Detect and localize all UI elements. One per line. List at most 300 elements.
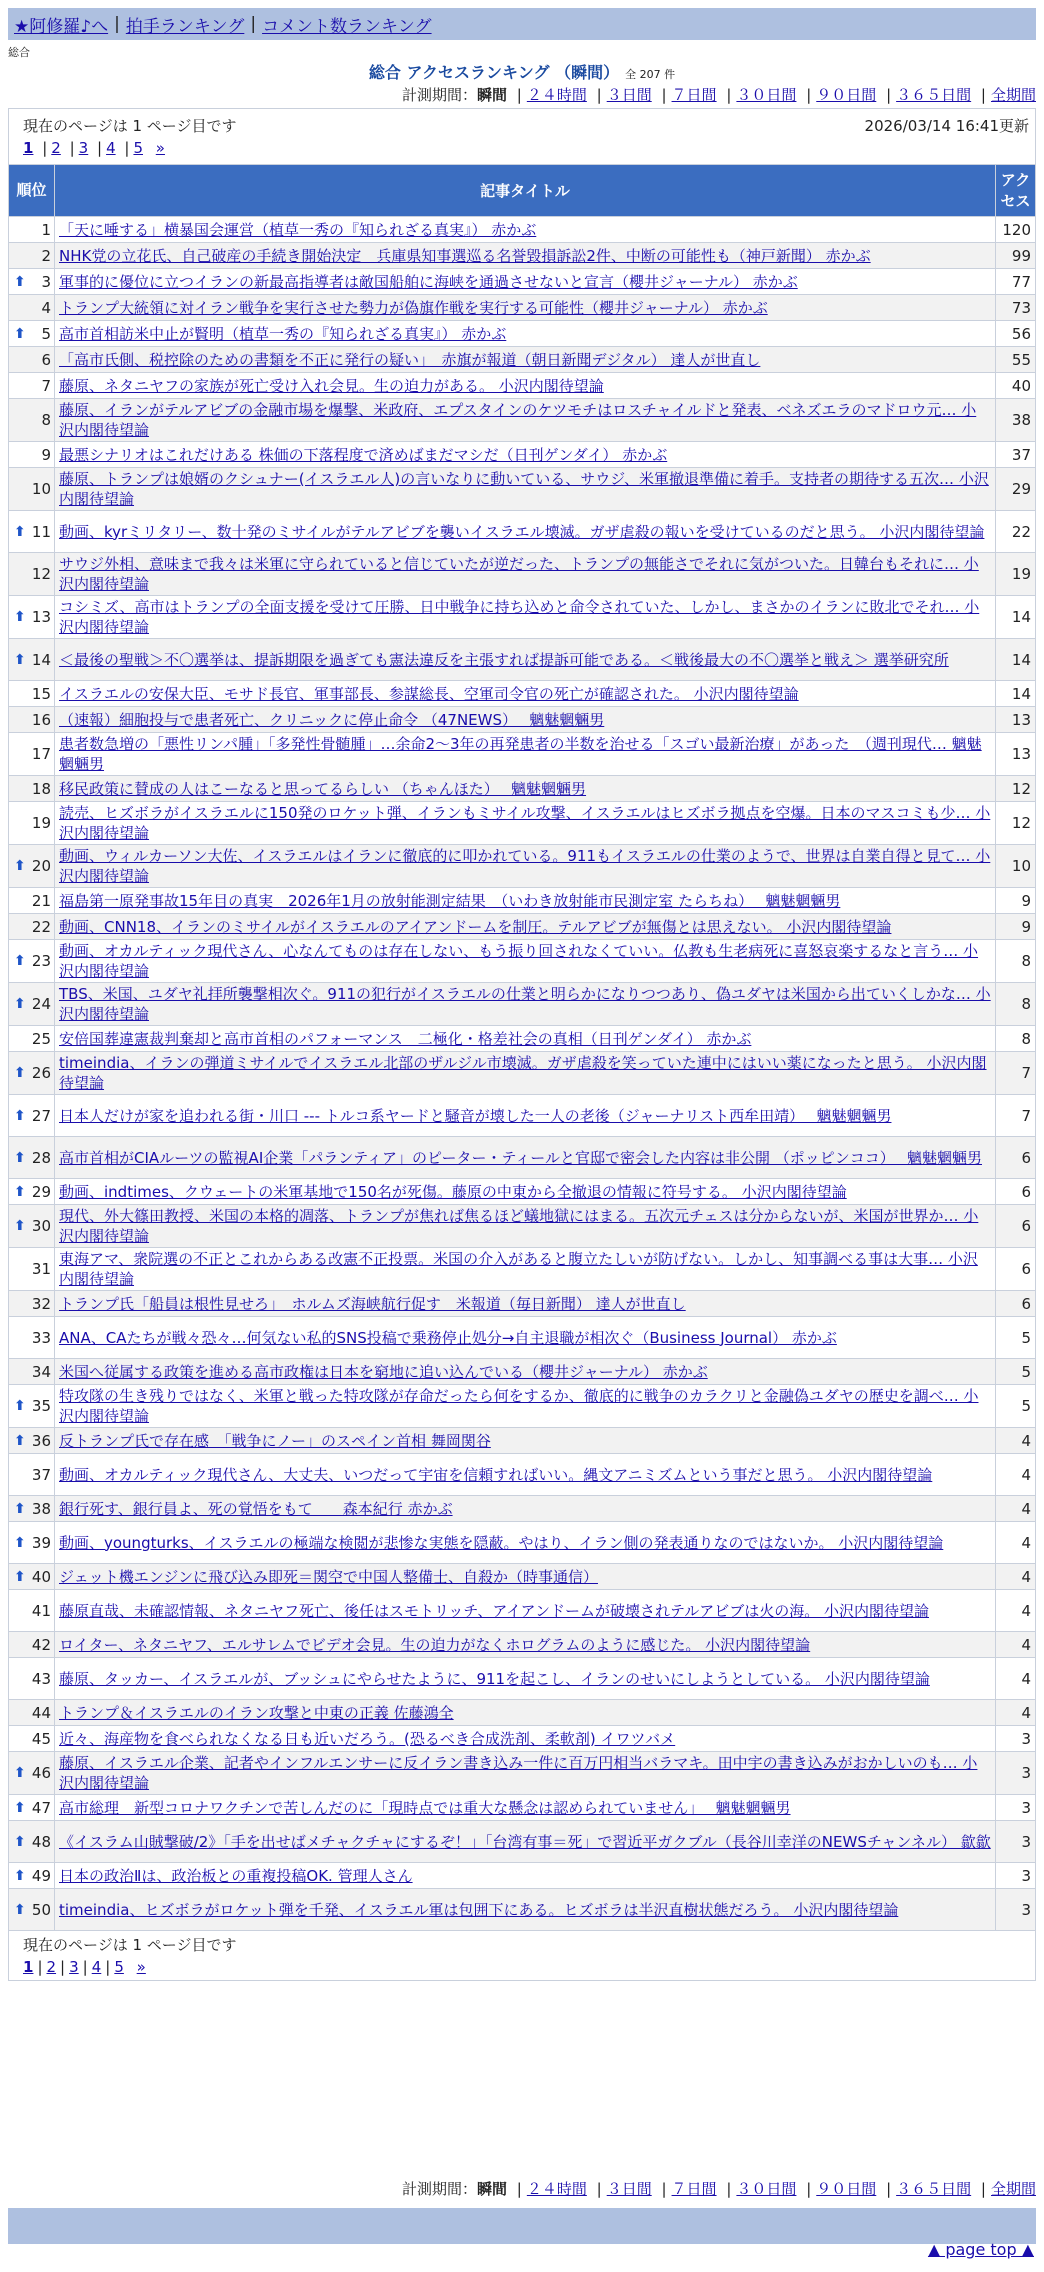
period-30d[interactable]: ３０日間	[736, 86, 797, 104]
title-cell	[55, 1795, 996, 1821]
table-row	[9, 1590, 1036, 1632]
article-title-link[interactable]: 米国へ従属する政策を進める高市政権は日本を窮地に追い込んでいる（櫻井ジャーナル） 赤かぶ	[59, 1362, 708, 1381]
access-count: 99	[996, 243, 1036, 269]
nav-link-comment-ranking[interactable]: コメント数ランキング	[262, 16, 432, 37]
rank-number: 14	[31, 650, 51, 669]
title-cell	[55, 845, 996, 888]
title-cell	[55, 914, 996, 940]
access-count: 55	[996, 347, 1036, 373]
page-top-link[interactable]: ▲ page top ▲	[927, 2240, 1034, 2259]
period-24h[interactable]: ２４時間	[526, 2180, 587, 2198]
access-count: 8	[996, 983, 1036, 1026]
access-count: 7	[996, 1052, 1036, 1095]
rank-number: 7	[41, 376, 51, 395]
title-cell	[55, 681, 996, 707]
rank-up-arrow-icon: ⬆	[14, 1833, 26, 1850]
table-row	[9, 1564, 1036, 1590]
article-title-link[interactable]: 特攻隊の生き残りではなく、米軍と戦った特攻隊が存命だったら何をするか、徹底的に戦争のカラクリと金融偽ユダヤの歴史を調べ… 小沢内閣待望論	[59, 1387, 979, 1425]
rank-number: 47	[31, 1798, 51, 1817]
rank-cell	[9, 553, 55, 596]
title-cell	[55, 553, 996, 596]
access-count: 19	[996, 553, 1036, 596]
rank-up-arrow-icon: ⬆	[14, 523, 26, 540]
title-cell	[55, 243, 996, 269]
access-count: 12	[996, 802, 1036, 845]
article-title-link[interactable]: 動画、オカルティック現代さん、大丈夫、いつだって宇宙を信頼すればいい。縄文アニミズムという事だと思う。 小沢内閣待望論	[59, 1465, 933, 1484]
title-cell	[55, 639, 996, 681]
period-90d[interactable]: ９０日間	[816, 86, 877, 104]
title-cell	[55, 1496, 996, 1522]
table-row	[9, 347, 1036, 373]
rank-cell	[9, 776, 55, 802]
pager-page-5[interactable]: 5	[114, 1958, 124, 1976]
rank-number: 44	[31, 1703, 51, 1722]
rank-number: 9	[41, 445, 51, 464]
current-page-text: 現在のページは 1 ページ目です	[23, 1936, 237, 1954]
rank-cell	[9, 1522, 55, 1564]
table-row	[9, 802, 1036, 845]
access-count: 14	[996, 596, 1036, 639]
rank-number: 22	[31, 917, 51, 936]
period-selector-top	[402, 84, 1036, 105]
rank-cell	[9, 1248, 55, 1291]
article-title-link[interactable]: 動画、CNN18、イランのミサイルがイスラエルのアイアンドームを制圧。テルアビブが無傷とは思えない。 小沢内閣待望論	[59, 917, 892, 936]
current-page-text: 現在のページは 1 ページ目です	[23, 117, 237, 135]
article-title-link[interactable]: 最悪シナリオはこれだけある 株価の下落程度で済めばまだマシだ（日刊ゲンダイ） 赤かぶ	[59, 445, 668, 464]
rank-cell	[9, 845, 55, 888]
pager-page-4[interactable]: 4	[106, 139, 116, 157]
article-title-link[interactable]: timeindia、ヒズボラがロケット弾を千発、イスラエル軍は包囲下にある。ヒズボラは半沢直樹状態だろう。 小沢内閣待望論	[59, 1900, 899, 1919]
rank-up-arrow-icon: ⬆	[14, 325, 26, 342]
rank-number: 31	[31, 1260, 51, 1278]
nav-link-asyura[interactable]: ★阿修羅♪へ	[14, 16, 109, 37]
article-title-link[interactable]: 読売、ヒズボラがイスラエルに150発のロケット弾、イランもミサイル攻撃、イスラエルはヒズボラ拠点を空爆。日本のマスコミも少… 小沢内閣待望論	[59, 804, 991, 842]
rank-cell	[9, 802, 55, 845]
access-count: 29	[996, 468, 1036, 511]
period-selector-bottom	[402, 2178, 1036, 2199]
pager-separator: |	[37, 1958, 43, 1976]
rank-up-arrow-icon: ⬆	[14, 1534, 26, 1551]
period-365d[interactable]: ３６５日間	[896, 2180, 972, 2198]
period-separator: |	[806, 86, 812, 104]
article-title-link[interactable]: 藤原、ネタニヤフの家族が死亡受け入れ会見。生の迫力がある。 小沢内閣待望論	[59, 376, 604, 395]
period-separator: |	[516, 86, 522, 104]
column-header-title: 記事タイトル	[55, 165, 996, 217]
rank-number: 46	[31, 1764, 51, 1782]
access-count: 7	[996, 1095, 1036, 1137]
table-row	[9, 217, 1036, 243]
access-count: 38	[996, 399, 1036, 442]
access-count: 4	[996, 1428, 1036, 1454]
rank-cell	[9, 1291, 55, 1317]
article-title-link[interactable]: サウジ外相、意味まで我々は米軍に守られていると信じていたが逆だった、トランプの無能さでそれに気がついた。日韓台もそれに… 小沢内閣待望論	[59, 555, 979, 593]
rank-cell	[9, 1821, 55, 1863]
title-cell	[55, 1179, 996, 1205]
article-title-link[interactable]: 動画、オカルティック現代さん、心なんてものは存在しない、もう振り回されなくていい。仏教も生老病死に喜怒哀楽するなと言う… 小沢内閣待望論	[59, 942, 979, 980]
article-title-link[interactable]: 銀行死す、銀行員よ、死の覚悟をもて 森本紀行 赤かぶ	[59, 1499, 453, 1518]
rank-up-arrow-icon: ⬆	[14, 1398, 26, 1414]
period-separator: |	[980, 86, 986, 104]
period-365d[interactable]: ３６５日間	[896, 86, 972, 104]
rank-cell	[9, 1385, 55, 1428]
article-title-link[interactable]: ロイター、ネタニヤフ、エルサレムでビデオ会見。生の迫力がなくホログラムのように感じた。 小沢内閣待望論	[59, 1635, 811, 1654]
table-row	[9, 1026, 1036, 1052]
access-count: 4	[996, 1496, 1036, 1522]
table-row	[9, 983, 1036, 1026]
title-cell	[55, 468, 996, 511]
rank-number: 27	[31, 1106, 51, 1125]
rank-up-arrow-icon: ⬆	[14, 1765, 26, 1781]
access-count: 4	[996, 1632, 1036, 1658]
pager-page-1[interactable]: 1	[23, 1958, 34, 1976]
title-cell	[55, 802, 996, 845]
rank-up-arrow-icon: ⬆	[14, 1065, 26, 1081]
rank-cell	[9, 321, 55, 347]
table-row	[9, 399, 1036, 442]
rank-cell	[9, 1632, 55, 1658]
period-7d[interactable]: ７日間	[671, 2180, 717, 2198]
rank-cell	[9, 1726, 55, 1752]
article-title-link[interactable]: 安倍国葬違憲裁判棄却と高市首相のパフォーマンス 二極化・格差社会の真相（日刊ゲンダイ） 赤かぶ	[59, 1029, 752, 1048]
article-title-link[interactable]: 日本の政治Ⅱは、政治板との重複投稿OK. 管理人さん	[59, 1866, 413, 1885]
rank-up-arrow-icon: ⬆	[14, 1901, 26, 1918]
rank-number: 26	[31, 1064, 51, 1082]
title-cell	[55, 1590, 996, 1632]
title-cell	[55, 1248, 996, 1291]
article-title-link[interactable]: コシミズ、高市はトランプの全面支援を受けて圧勝、日中戦争に持ち込めと命令されていた、しかし、まさかのイランに敗北でそれ… 小沢内閣待望論	[59, 598, 980, 636]
rank-cell	[9, 1658, 55, 1700]
period-separator: |	[661, 2180, 667, 2198]
access-count: 4	[996, 1522, 1036, 1564]
rank-number: 50	[31, 1900, 51, 1919]
rank-cell	[9, 217, 55, 243]
pager-page-2[interactable]: 2	[51, 139, 61, 157]
article-title-link[interactable]: 現代、外大篠田教授、米国の本格的凋落、トランプが焦れば焦るほど蟻地獄にはまる。五次元チェスは分からないが、米国が世界か… 小沢内閣待望論	[59, 1207, 979, 1245]
access-count: 37	[996, 442, 1036, 468]
period-24h[interactable]: ２４時間	[526, 86, 587, 104]
article-title-link[interactable]: トランプ氏「船員は根性見せろ」 ホルムズ海峡航行促す 米報道（毎日新聞） 達人が世直し	[59, 1294, 686, 1313]
rank-up-arrow-icon: ⬆	[14, 1867, 26, 1884]
title-cell	[55, 1026, 996, 1052]
title-cell	[55, 1821, 996, 1863]
rank-cell	[9, 1428, 55, 1454]
access-count: 4	[996, 1658, 1036, 1700]
access-count: 13	[996, 707, 1036, 733]
title-cell	[55, 1700, 996, 1726]
table-row	[9, 596, 1036, 639]
title-cell	[55, 321, 996, 347]
article-title-link[interactable]: トランプ＆イスラエルのイラン攻撃と中東の正義 佐藤鴻全	[59, 1703, 454, 1722]
rank-number: 25	[31, 1029, 51, 1048]
article-title-link[interactable]: 福島第一原発事故15年目の真実 2026年1月の放射能測定結果 （いわき放射能市民測定室 たらちね） 魑魅魍魎男	[59, 891, 841, 910]
title-cell	[55, 940, 996, 983]
rank-number: 20	[31, 857, 51, 875]
rank-number: 45	[31, 1729, 51, 1748]
title-cell	[55, 1726, 996, 1752]
pager-page-4[interactable]: 4	[91, 1958, 102, 1976]
rank-number: 17	[31, 745, 51, 763]
article-title-link[interactable]: イスラエルの安保大臣、モサド長官、軍事部長、参謀総長、空軍司令官の死亡が確認された。 小沢内閣待望論	[59, 684, 799, 703]
pager-page-3[interactable]: 3	[78, 139, 89, 157]
article-title-link[interactable]: ＜最後の聖戦＞不〇選挙は、提訴期限を過ぎても憲法違反を主張すれば提訴可能である。＜戦後最大の不〇選挙と戦え＞ 選挙研究所	[59, 650, 949, 669]
rank-number: 33	[31, 1328, 51, 1347]
article-title-link[interactable]: 藤原、タッカー、イスラエルが、ブッシュにやらせたように、911を起こし、イランのせいにしようとしている。 小沢内閣待望論	[59, 1669, 930, 1688]
rank-number: 41	[31, 1601, 51, 1620]
table-row	[9, 1522, 1036, 1564]
rank-up-arrow-icon: ⬆	[14, 1183, 26, 1200]
rank-number: 36	[31, 1431, 51, 1450]
article-title-link[interactable]: 動画、kyrミリタリー、数十発のミサイルがテルアビブを襲いイスラエル壊滅。ガザ虐殺の報いを受けているのだと思う。 小沢内閣待望論	[59, 522, 985, 541]
title-cell	[55, 1385, 996, 1428]
rank-up-arrow-icon: ⬆	[14, 1149, 26, 1166]
rank-number: 28	[31, 1148, 51, 1167]
access-count: 5	[996, 1359, 1036, 1385]
rank-number: 15	[31, 684, 51, 703]
period-separator: |	[886, 86, 892, 104]
article-title-link[interactable]: 高市総理 新型コロナワクチンで苦しんだのに「現時点では重大な懸念は認められていません」 魑魅魍魎男	[59, 1798, 791, 1817]
article-title-link[interactable]: 動画、youngturks、イスラエルの極端な検閲が悲惨な実態を隠蔽。やはり、イラン側の発表通りなのではないか。 小沢内閣待望論	[59, 1533, 944, 1552]
table-row	[9, 295, 1036, 321]
rank-number: 3	[41, 272, 51, 291]
article-title-link[interactable]: 東海アマ、衆院選の不正とこれからある改憲不正投票。米国の介入があると腹立たしいが防げない。しかし、知事調べる事は大事… 小沢内閣待望論	[59, 1250, 978, 1288]
pager-separator: |	[69, 139, 75, 157]
access-count: 120	[996, 217, 1036, 243]
pager-top	[23, 139, 1021, 157]
article-title-link[interactable]: 「天に唾する」横暴国会運営（植草一秀の『知られざる真実』） 赤かぶ	[59, 220, 537, 239]
rank-number: 40	[31, 1567, 51, 1586]
title-cell	[55, 295, 996, 321]
rank-cell	[9, 1026, 55, 1052]
rank-number: 35	[31, 1397, 51, 1415]
rank-number: 43	[31, 1669, 51, 1688]
rank-number: 23	[31, 952, 51, 970]
article-title-link[interactable]: NHK党の立花氏、自己破産の手続き開始決定 兵庫県知事選巡る名誉毀損訴訟2件、中断の可能性も（神戸新聞） 赤かぶ	[59, 246, 871, 265]
article-title-link[interactable]: ANA、CAたちが戦々恐々…何気ない私的SNS投稿で乗務停止処分→自主退職が相次ぐ（Business Journal） 赤かぶ	[59, 1328, 837, 1347]
access-count: 3	[996, 1726, 1036, 1752]
column-header-access: アクセス	[996, 165, 1036, 217]
title-cell	[55, 269, 996, 295]
article-title-link[interactable]: 《イスラム山賊撃破/2》「手を出せばメチャクチャにするぞ！」「台湾有事＝死」で習近平ガクブル（長谷川幸洋のNEWSチャンネル） 歙歙	[59, 1832, 991, 1851]
page-info-top	[9, 109, 1036, 165]
access-count: 3	[996, 1795, 1036, 1821]
table-row	[9, 1052, 1036, 1095]
article-title-link[interactable]: 藤原、イスラエル企業、記者やインフルエンサーに反イラン書き込み一件に百万円相当バラマキ。田中宇の書き込みがおかしいのも… 小沢内閣待望論	[59, 1754, 978, 1792]
table-row	[9, 1658, 1036, 1700]
rank-number: 39	[31, 1533, 51, 1552]
rank-number: 38	[31, 1499, 51, 1518]
rank-up-arrow-icon: ⬆	[14, 1432, 26, 1449]
rank-up-arrow-icon: ⬆	[14, 651, 26, 668]
article-title-link[interactable]: 近々、海産物を食べられなくなる日も近いだろう。(恐るべき合成洗剤、柔軟剤) イワツバメ	[59, 1729, 676, 1748]
rank-cell	[9, 733, 55, 776]
article-title-link[interactable]: 藤原、トランプは娘婿のクシュナー(イスラエル人)の言いなりに動いている、サウジ、米軍撤退準備に着手。支持者の期待する五次… 小沢内閣待望論	[59, 470, 989, 508]
pager-page-1[interactable]: 1	[23, 139, 34, 157]
nav-link-clap-ranking[interactable]: 拍手ランキング	[125, 16, 245, 37]
table-row	[9, 681, 1036, 707]
title-cell	[55, 347, 996, 373]
access-count: 5	[996, 1317, 1036, 1359]
pager-separator: |	[82, 1958, 88, 1976]
table-row	[9, 639, 1036, 681]
access-count: 73	[996, 295, 1036, 321]
table-row	[9, 1889, 1036, 1931]
title-cell	[55, 1052, 996, 1095]
rank-number: 6	[41, 350, 51, 369]
period-separator: |	[596, 86, 602, 104]
period-7d[interactable]: ７日間	[671, 86, 717, 104]
rank-cell	[9, 888, 55, 914]
pager-gap	[128, 1958, 133, 1976]
table-row	[9, 1700, 1036, 1726]
table-row	[9, 321, 1036, 347]
title-cell	[55, 1359, 996, 1385]
period-separator: |	[806, 2180, 812, 2198]
rank-cell	[9, 1205, 55, 1248]
table-row	[9, 1496, 1036, 1522]
access-count: 3	[996, 1752, 1036, 1795]
access-count: 8	[996, 940, 1036, 983]
access-count: 77	[996, 269, 1036, 295]
article-title-link[interactable]: 高市首相がCIAルーツの監視AI企業「パランティア」のピーター・ティールと官邸で密会した内容は非公開 （ポッピンココ） 魑魅魍魎男	[59, 1148, 982, 1167]
period-90d[interactable]: ９０日間	[816, 2180, 877, 2198]
table-row	[9, 1863, 1036, 1889]
rank-cell	[9, 1863, 55, 1889]
rank-number: 11	[31, 522, 51, 541]
rank-up-arrow-icon: ⬆	[14, 1500, 26, 1517]
rank-cell	[9, 1700, 55, 1726]
rank-cell	[9, 511, 55, 553]
access-count: 3	[996, 1863, 1036, 1889]
page-title	[0, 60, 1044, 83]
article-title-link[interactable]: トランプ大統領に対イラン戦争を実行させた勢力が偽旗作戦を実行する可能性（櫻井ジャーナル） 赤かぶ	[59, 298, 768, 317]
period-separator: |	[661, 86, 667, 104]
period-current: 瞬間	[476, 86, 507, 104]
period-all[interactable]: 全期間	[990, 2180, 1036, 2198]
rank-up-arrow-icon: ⬆	[14, 996, 26, 1012]
title-cell	[55, 733, 996, 776]
period-separator: |	[726, 2180, 732, 2198]
period-current: 瞬間	[476, 2180, 507, 2198]
rank-cell	[9, 1137, 55, 1179]
period-separator: |	[516, 2180, 522, 2198]
rank-number: 32	[31, 1294, 51, 1313]
title-cell	[55, 373, 996, 399]
title-cell	[55, 776, 996, 802]
table-row	[9, 914, 1036, 940]
article-title-link[interactable]: 藤原、イランがテルアビブの金融市場を爆撃、米政府、エプスタインのケツモチはロスチャイルドと発表、ベネズエラのマドロウ元… 小沢内閣待望論	[59, 401, 977, 439]
rank-number: 48	[31, 1832, 51, 1851]
period-all[interactable]: 全期間	[990, 86, 1036, 104]
rank-cell	[9, 914, 55, 940]
top-nav-bar	[8, 8, 1036, 40]
access-count: 6	[996, 1137, 1036, 1179]
title-cell	[55, 1752, 996, 1795]
rank-cell	[9, 1095, 55, 1137]
access-count: 6	[996, 1248, 1036, 1291]
access-count: 10	[996, 845, 1036, 888]
rank-cell	[9, 983, 55, 1026]
rank-cell	[9, 1496, 55, 1522]
period-label: 計測期間：	[401, 2180, 477, 2198]
title-cell	[55, 1632, 996, 1658]
article-title-link[interactable]: 動画、ウィルカーソン大佐、イスラエルはイランに徹底的に叩かれている。911もイスラエルの仕業のようで、世界は自業自得と見て… 小沢内閣待望論	[59, 847, 991, 885]
rank-cell	[9, 442, 55, 468]
article-title-link[interactable]: timeindia、イランの弾道ミサイルでイスラエル北部のザルジル市壊滅。ガザ虐殺を笑っていた連中にはいい薬になったと思う。 小沢内閣待望論	[59, 1054, 987, 1092]
article-title-link[interactable]: 藤原直哉、未確認情報、ネタニヤフ死亡、後任はスモトリッチ、アイアンドームが破壊されテルアビブは火の海。 小沢内閣待望論	[59, 1601, 929, 1620]
title-cell	[55, 1291, 996, 1317]
table-row	[9, 269, 1036, 295]
access-count: 4	[996, 1564, 1036, 1590]
rank-cell	[9, 707, 55, 733]
period-separator: |	[980, 2180, 986, 2198]
title-cell	[55, 983, 996, 1026]
genre-label: 総合	[8, 46, 30, 59]
pager-page-2[interactable]: 2	[46, 1958, 57, 1976]
table-row	[9, 373, 1036, 399]
rank-cell	[9, 596, 55, 639]
table-row	[9, 243, 1036, 269]
article-title-link[interactable]: 反トランプ氏で存在感 「戦争にノー」のスペイン首相 舞岡関谷	[59, 1431, 491, 1450]
article-title-link[interactable]: 患者数急増の「悪性リンパ腫」「多発性骨髄腫」…余命2～3年の再発患者の半数を治せる「スゴい最新治療」があった （週刊現代… 魑魅魍魎男	[59, 735, 982, 773]
title-cell	[55, 1889, 996, 1931]
rank-number: 2	[41, 246, 51, 265]
rank-up-arrow-icon: ⬆	[14, 858, 26, 874]
article-title-link[interactable]: 動画、indtimes、クウェートの米軍基地で150名が死傷。藤原の中東から全撤退の情報に符号する。 小沢内閣待望論	[59, 1182, 847, 1201]
title-cell	[55, 1317, 996, 1359]
rank-cell	[9, 373, 55, 399]
article-title-link[interactable]: 「高市氏側、税控除のための書類を不正に発行の疑い」 赤旗が報道（朝日新聞デジタル） 達人が世直し	[59, 350, 761, 369]
access-count: 9	[996, 914, 1036, 940]
period-30d[interactable]: ３０日間	[736, 2180, 797, 2198]
article-title-link[interactable]: 高市首相訪米中止が賢明（植草一秀の『知られざる真実』） 赤かぶ	[59, 324, 507, 343]
table-row	[9, 940, 1036, 983]
access-count: 4	[996, 1700, 1036, 1726]
rank-number: 21	[31, 891, 51, 910]
pager-page-3[interactable]: 3	[69, 1958, 79, 1976]
access-count: 13	[996, 733, 1036, 776]
rank-cell	[9, 347, 55, 373]
access-count: 4	[996, 1590, 1036, 1632]
article-title-link[interactable]: TBS、米国、ユダヤ礼拝所襲撃相次ぐ。911の犯行がイスラエルの仕業と明らかになりつつあり、偽ユダヤは米国から出ていくしかな… 小沢内閣待望論	[59, 985, 991, 1023]
article-title-link[interactable]: （速報）細胞投与で患者死亡、クリニックに停止命令 （47NEWS） 魑魅魍魎男	[59, 710, 605, 729]
table-row	[9, 1095, 1036, 1137]
rank-cell	[9, 1889, 55, 1931]
period-3d[interactable]: ３日間	[606, 86, 652, 104]
rank-cell	[9, 1752, 55, 1795]
updated-timestamp: 2026/03/14 16:41更新	[864, 117, 1029, 135]
pager-separator: |	[42, 139, 48, 157]
rank-number: 4	[41, 298, 51, 317]
pager-next[interactable]: »	[155, 139, 165, 157]
article-title-link[interactable]: 日本人だけが家を追われる街・川口 --- トルコ系ヤードと騒音が壊した一人の老後（ジャーナリスト西牟田靖） 魑魅魍魎男	[59, 1106, 892, 1125]
pager-next[interactable]: »	[136, 1958, 146, 1976]
title-cell	[55, 888, 996, 914]
title-cell	[55, 1428, 996, 1454]
article-title-link[interactable]: ジェット機エンジンに飛び込み即死＝関空で中国人整備士、自殺か（時事通信）	[59, 1567, 598, 1586]
period-3d[interactable]: ３日間	[606, 2180, 652, 2198]
article-title-link[interactable]: 移民政策に賛成の人はこーなると思ってるらしい （ちゃんほた） 魑魅魍魎男	[59, 779, 587, 798]
article-title-link[interactable]: 軍事的に優位に立つイランの新最高指導者は敵国船舶に海峡を通過させないと宣言（櫻井ジャーナル） 赤かぶ	[59, 272, 798, 291]
access-count: 6	[996, 1291, 1036, 1317]
table-row	[9, 1291, 1036, 1317]
access-count: 6	[996, 1179, 1036, 1205]
rank-number: 37	[31, 1465, 51, 1484]
rank-cell	[9, 399, 55, 442]
pager-bottom	[23, 1958, 1021, 1976]
rank-number: 18	[31, 779, 51, 798]
access-count: 5	[996, 1385, 1036, 1428]
pager-page-5[interactable]: 5	[133, 139, 143, 157]
